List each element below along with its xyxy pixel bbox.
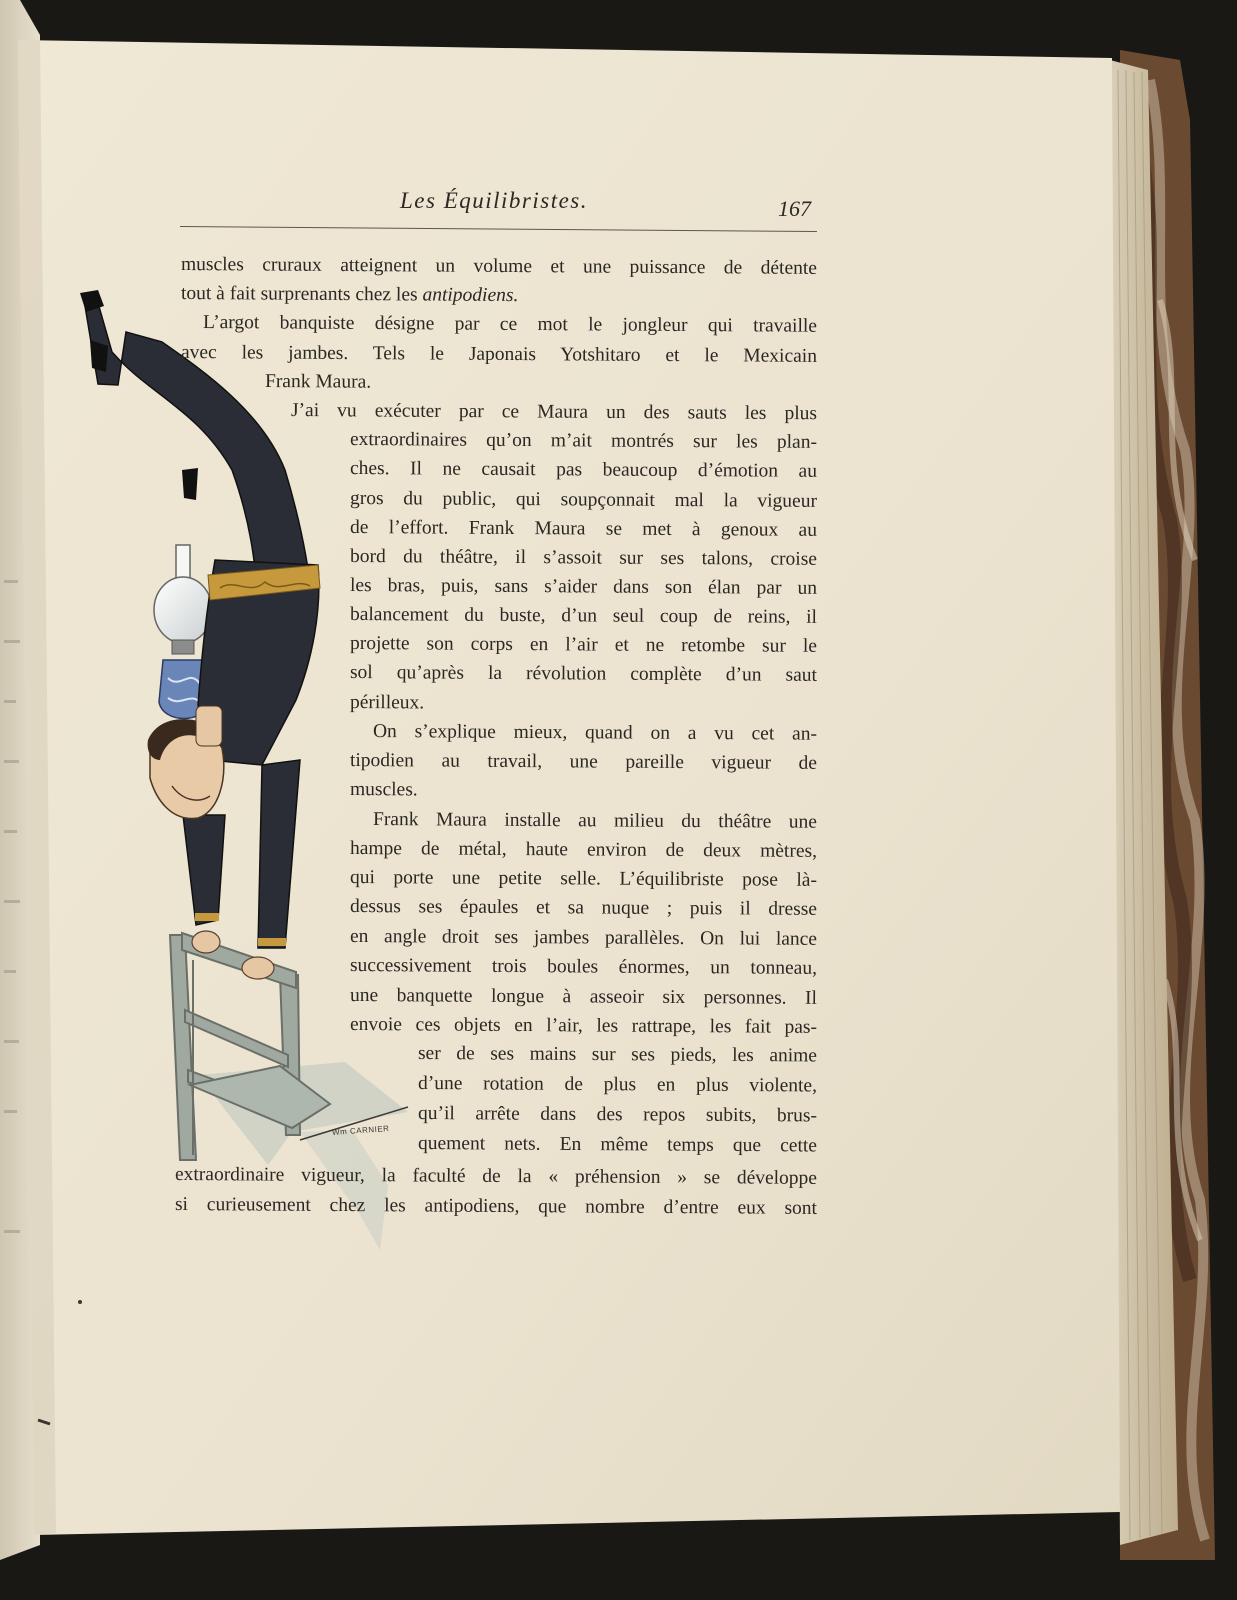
page-number: 167 xyxy=(778,196,811,221)
body-line: balancement du buste, d’un seul coup de reins, il xyxy=(349,604,818,628)
body-line: ches. Il ne causait pas beaucoup d’émotion au xyxy=(349,458,818,482)
body-line: tipodien au travail, une pareille vigueur de xyxy=(349,750,818,774)
body-line: une banquette longue à asseoir six personnes. Il xyxy=(349,985,818,1009)
body-line: tout à fait surprenants chez les antipodiens. xyxy=(180,283,519,307)
body-line: projette son corps en l’air et ne retombe sur le xyxy=(349,633,818,657)
body-line: si curieusement chez les antipodiens, que nombre d’entre eux sont xyxy=(174,1194,818,1219)
body-line: gros du public, qui soupçonnait mal la vigueur xyxy=(349,488,818,512)
body-line: extraordinaires qu’on m’ait montrés sur les plan- xyxy=(349,429,818,453)
body-line: On s’explique mieux, quand on a vu cet an- xyxy=(372,721,818,745)
body-line: muscles. xyxy=(349,779,418,801)
body-line: d’une rotation de plus en plus violente, xyxy=(417,1073,818,1097)
body-line: J’ai vu exécuter par ce Maura un des sauts les plus xyxy=(290,400,818,425)
body-line: qui porte une petite selle. L’équilibriste pose là- xyxy=(349,867,818,891)
body-line: avec les jambes. Tels le Japonais Yotshitaro et le Mexicain xyxy=(180,342,818,367)
body-line: envoie ces objets en l’air, les rattrape, les fait pas- xyxy=(349,1014,818,1038)
body-line: Frank Maura installe au milieu du théâtre une xyxy=(372,809,818,833)
running-title: Les Équilibristes. xyxy=(400,188,589,213)
body-line: Frank Maura. xyxy=(264,371,372,393)
body-line: en angle droit ses jambes parallèles. On lui lance xyxy=(349,926,818,950)
body-line: muscles cruraux atteignent un volume et une puissance de détente xyxy=(180,254,818,279)
body-line: extraordinaire vigueur, la faculté de la « préhension » se développe xyxy=(174,1164,818,1189)
body-line: ser de ses mains sur ses pieds, les anime xyxy=(417,1043,818,1067)
italic-term: antipodiens. xyxy=(422,284,519,307)
header-rule xyxy=(180,226,817,232)
artist-signature: Wm CARNIER xyxy=(331,1124,390,1137)
body-line: dessus ses épaules et sa nuque ; puis il dresse xyxy=(349,896,818,920)
body-line: quement nets. En même temps que cette xyxy=(417,1133,818,1157)
body-line: successivement trois boules énormes, un tonneau, xyxy=(349,955,818,979)
body-line: L’argot banquiste désigne par ce mot le jongleur qui travaille xyxy=(202,312,818,337)
body-line: hampe de métal, haute environ de deux mètres, xyxy=(349,838,818,862)
body-line: les bras, puis, sans s’aider dans son élan par un xyxy=(349,575,818,599)
body-line: sol qu’après la révolution complète d’un saut xyxy=(349,662,818,686)
body-line: de l’effort. Frank Maura se met à genoux au xyxy=(349,517,818,541)
body-line: périlleux. xyxy=(349,692,425,714)
body-line: bord du théâtre, il s’assoit sur ses talons, croise xyxy=(349,546,818,570)
body-line: qu’il arrête dans des repos subits, brus- xyxy=(417,1103,818,1127)
